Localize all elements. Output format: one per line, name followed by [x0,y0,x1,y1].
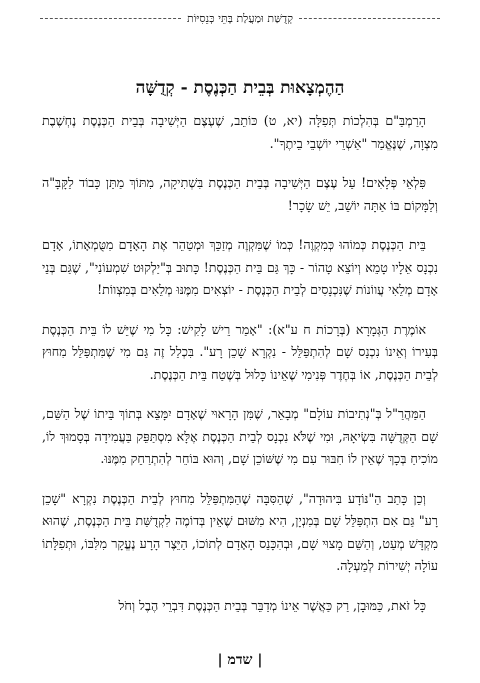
running-header [40,12,440,25]
paragraph: אוֹמֶרֶת הַגְּמָרָא (בְּרָכוֹת ח ע"א): "אָמַר רֵישׁ לָקִישׁ: כָּל מִי שֶׁיֵּשׁ לוֹ בֵּית הַכְּנֶסֶת בְּעִירוֹ וְאֵינוֹ נִכְנָס שָׁם לְהִתְפַּלֵּל - נִקְרָא שָׁכֵן רָע". בִּכְלַל זֶה גַּם מִי שֶׁמִּתְפַּלֵּל מִחוּץ לְבֵית הַכְּנֶסֶת, אוֹ בְּחֶדֶר פְּנִימִי שֶׁאֵינוֹ כָּלוּל בְּשֶׁטַח בֵּית הַכְּנֶסֶת. [42,321,438,382]
paragraph: בֵּית הַכְּנֶסֶת כְּמוֹהוּ כְּמִקְוֶה! כְּמוֹ שֶׁמִּקְוֶה מְזַכֵּךְ וּמְטַהֵר אֶת הָאָדָם מִטֻּמְאָתוֹ, אָדָם נִכְנָס אֵלָיו טָמֵא וְיוֹצֵא טָהוֹר - כָּךְ גַּם בֵּית הַכְּנֶסֶת! כָּתוּב בְּ"יַלְקוּט שִׁמְעוֹנִי", שֶׁגַּם בְּנֵי אָדָם מְלֵאִי עֲווֹנוֹת שֶׁנִּכְנָסִים לְבֵית הַכְּנֶסֶת - יוֹצְאִים מִמֶּנּוּ מְלֵאִים בְּמִצְווֹת! [42,237,438,297]
running-title: קְדֻשַּׁת וּמַעֲלַת בָּתֵּי כְּנֵסִיּוֹת [186,12,294,25]
paragraph: הַמַּהֲרַ"ל בְּ"נְתִיבוֹת עוֹלָם" מְבָאֵר, שֶׁמִּן הָרָאוּי שֶׁאָדָם יִמָּצֵא בְּתוֹךְ בֵּיתוֹ שֶׁל הַשֵּׁם, שָׁם הַקְּדֻשָּׁה בִּשְׂיאָהּ, וּמִי שֶׁלֹּא נִכְנָס לְבֵית הַכְּנֶסֶת אֶלָּא מִסְתַּפֵּק בַּעֲמִידָה בְּסָמוּךְ לוֹ, מוֹכִיחַ בְּכָךְ שֶׁאֵין לוֹ חִבּוּר עִם מִי שֶׁשּׁוֹכֵן שָׁם, וְהוּא בּוֹחֵר לְהִתְרַחֵק מִמֶּנּוּ. [42,406,438,466]
header-divider-left [40,18,181,19]
paragraph: כָּל זֹאת, כַּמּוּבָן, רַק כַּאֲשֶׁר אֵינוֹ מְדַבֵּר בְּבֵית הַכְּנֶסֶת דִּבְרֵי הֶבֶל וְחֹל [118,597,426,613]
body-text [42,110,438,617]
section-title: הַהֶמְצָאוּת בְּבֵית הַכְּנֶסֶת - קְדֻשָּׁה [135,78,345,98]
header-divider-right [299,18,440,19]
paragraph: הָרַמְבַּ"ם בְּהִלְכוֹת תְּפִלָּה (יא, ט) כּוֹתֵב, שֶׁעֶצֶם הַיְּשִׁיבָה בְּבֵית הַכְּנֶסֶת נֶחְשֶׁבֶת מִצְוָה, שֶׁנֶּאֱמַר "אַשְׁרֵי יוֹשְׁבֵי בֵיתֶךָ". [42,113,438,151]
page-number: | שדמ | [217,652,263,668]
paragraph: פִּלְאֵי פְּלָאִים! עַל עֶצֶם הַיְּשִׁיבָה בְּבֵית הַכְּנֶסֶת בִּשְׁתִיקָה, מִתּוֹךְ מַתַּן כָּבוֹד לַקָּבָּ"ה וְלַמָּקוֹם בּוֹ אַתָּה יוֹשֵׁב, יֵשׁ שָׂכָר! [42,175,438,213]
paragraph: וְכֵן כָּתַב הַ"נּוֹדָע בִּיהוּדָה", שֶׁהַסִּבָּה שֶׁהַמִּתְפַּלֵּל מִחוּץ לְבֵית הַכְּנֶסֶת נִקְרָא "שָׁכֵן רָע" גַּם אִם הִתְפַּלֵּל שָׁם בְּמִנְיָן, הִיא מִשּׁוּם שֶׁאֵין בְּדוֹמֶה לִקְדֻשַּׁת בֵּית הַכְּנֶסֶת, שֶׁהוּא מִקְדָּשׁ מְעַט, וְהַשֵּׁם מָצוּי שָׁם, וּבְהִכָּנֵס הָאָדָם לְתוֹכוֹ, הַיֵּצֶר הָרָע נֶעֱקָר מִלִּבּוֹ, וּתְפִלָּתוֹ עוֹלָה יְשִׁירוֹת לְמַעְלָה. [42,490,438,573]
